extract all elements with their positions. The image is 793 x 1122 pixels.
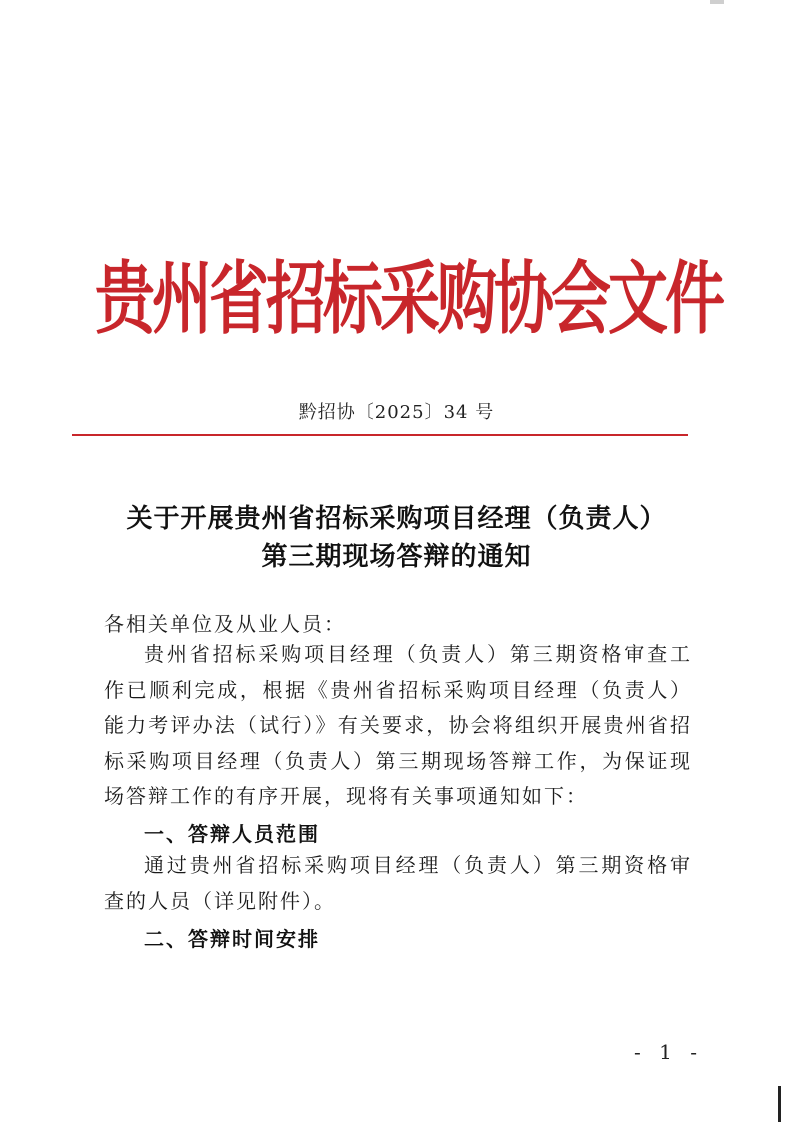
issuer-red-header: 贵州省招标采购协会文件 [95, 253, 722, 346]
notice-title-line1: 关于开展贵州省招标采购项目经理（负责人） [126, 504, 667, 534]
body-paragraph-1: 贵州省招标采购项目经理（负责人）第三期资格审查工作已顺利完成，根据《贵州省招标采购项目经理（负责人）能力考评办法（试行）》有关要求，协会将组织开展贵州省招标采购项目经理（负责人）第三期现场答辩工作，为保证现场答辩工作的有序开展，现将有关事项通知如下： [104, 642, 692, 808]
page-number: - 1 - [634, 1040, 703, 1064]
scan-artifact [710, 0, 724, 4]
document-number: 黔招协〔2025〕34 号 [298, 402, 495, 423]
section-heading-2: 二、答辩时间安排 [144, 927, 320, 951]
salutation: 各相关单位及从业人员： [104, 612, 346, 636]
red-divider-line [72, 434, 688, 436]
section-heading-1: 一、答辩人员范围 [144, 822, 320, 846]
body-paragraph-2: 通过贵州省招标采购项目经理（负责人）第三期资格审查的人员（详见附件）。 [104, 853, 692, 913]
notice-title-line2: 第三期现场答辩的通知 [261, 542, 532, 572]
scan-edge-mark [778, 1086, 781, 1122]
